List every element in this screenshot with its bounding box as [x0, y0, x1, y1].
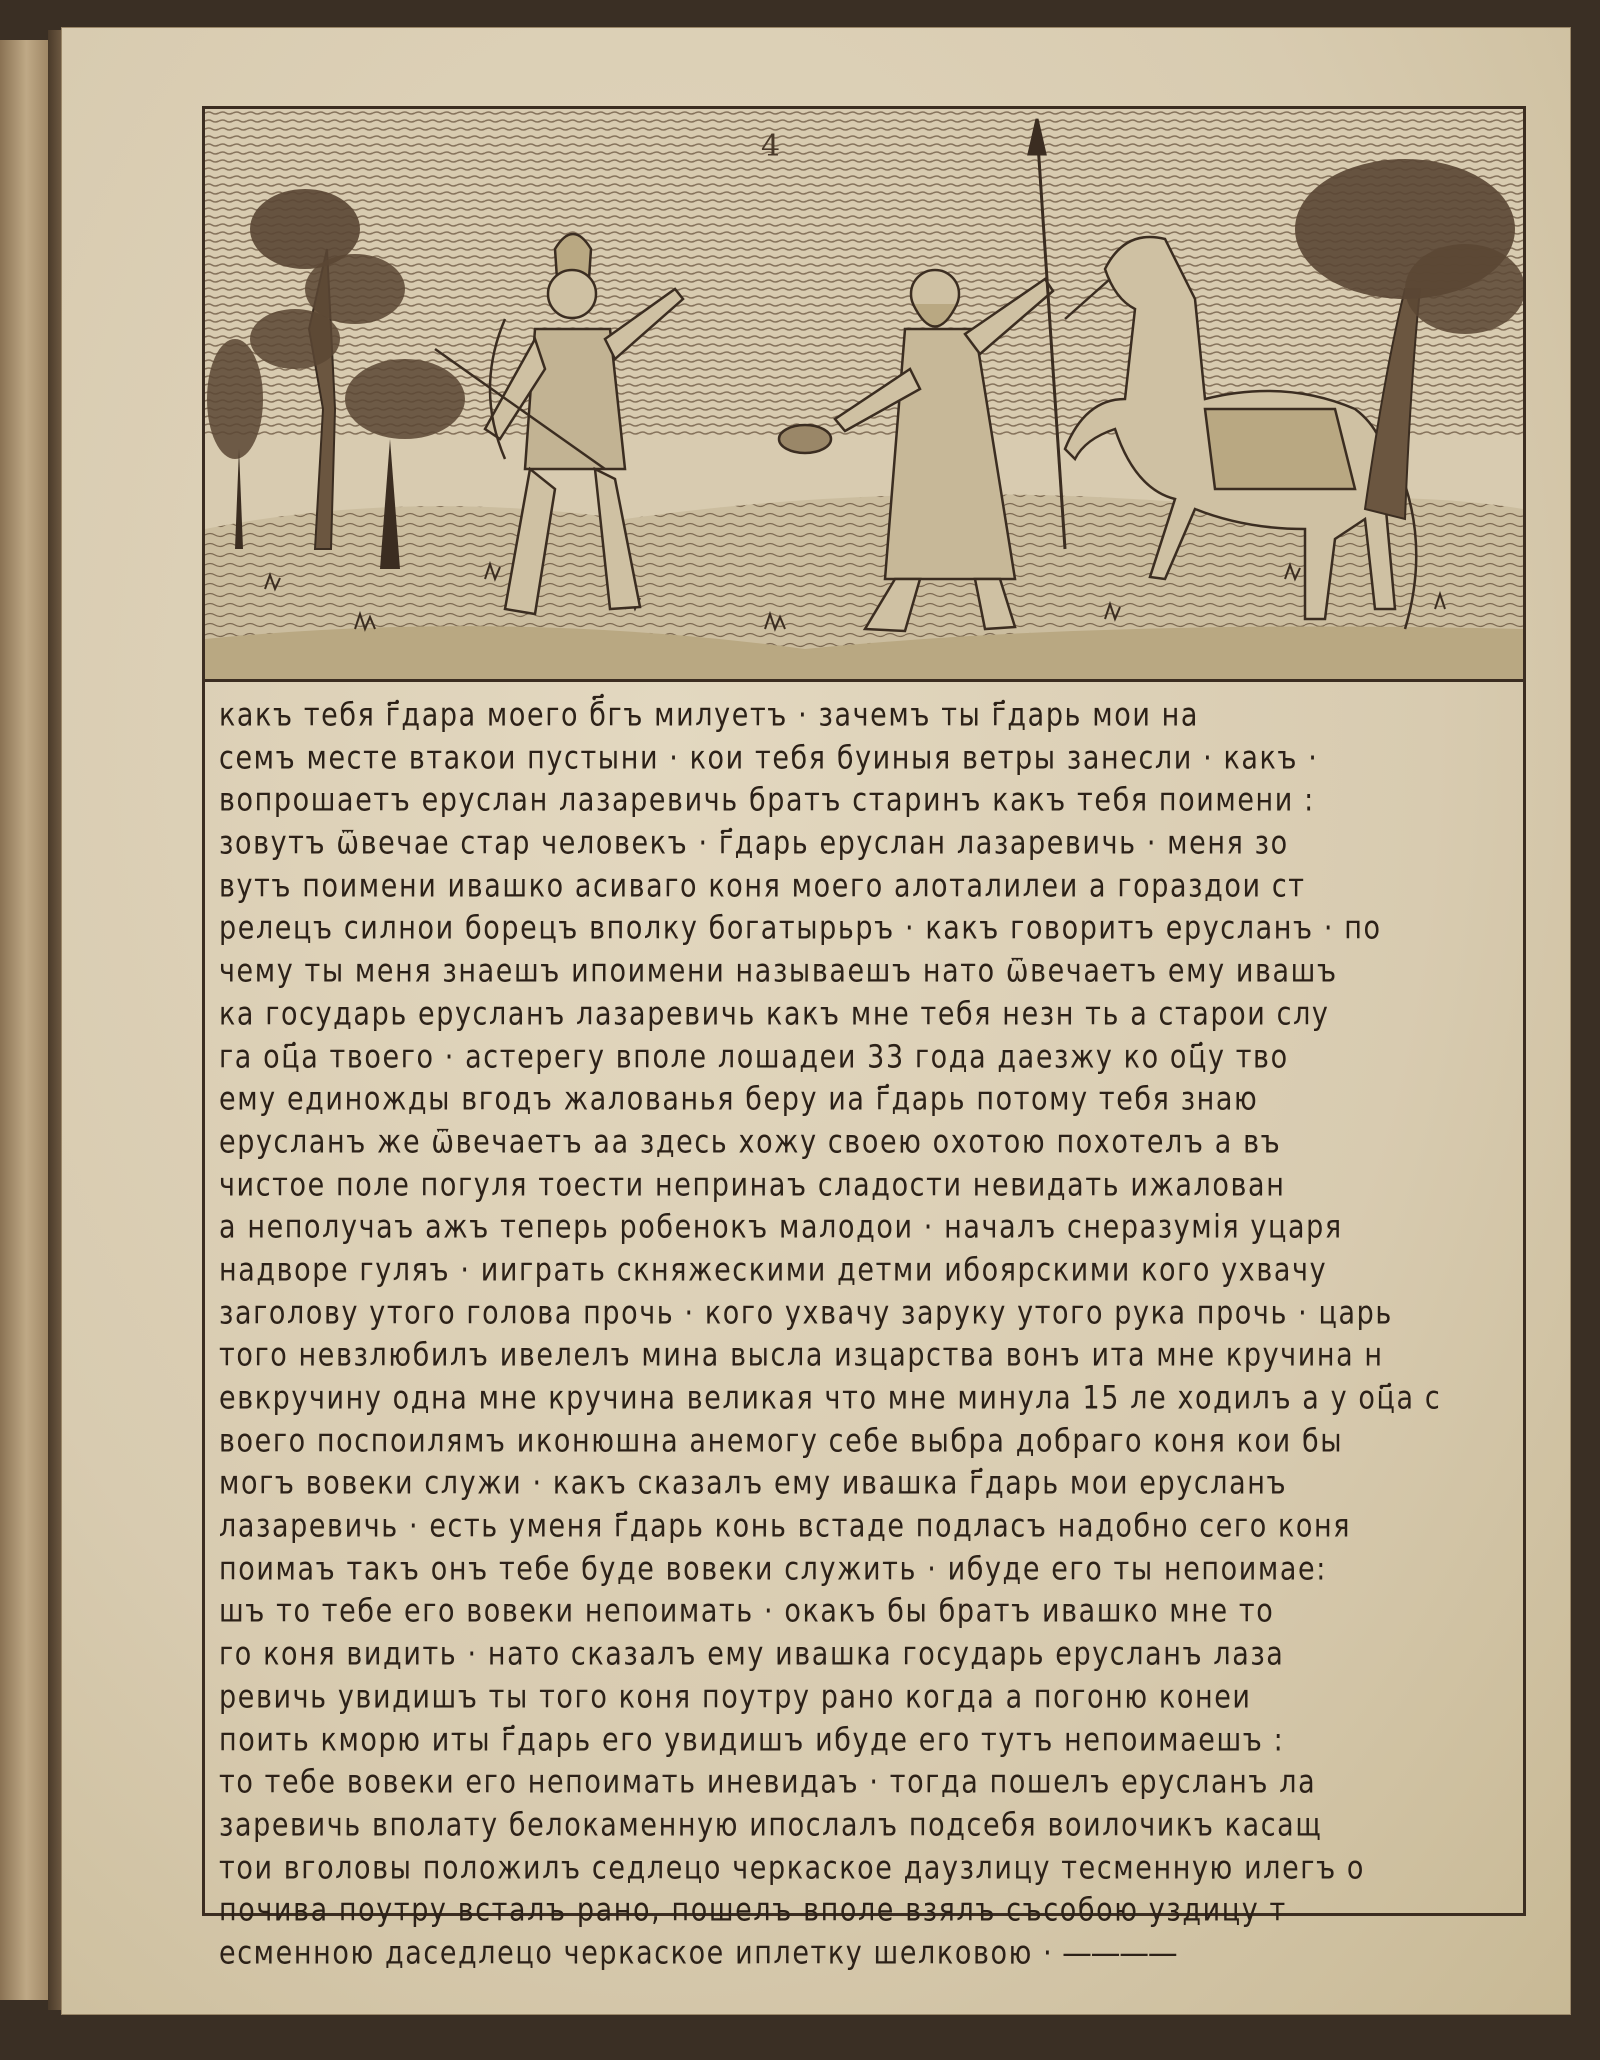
illustration-svg [205, 109, 1523, 679]
text-line: чему ты меня знаешъ ипоимени называешъ нато ѿвечаетъ ему ивашъ [219, 953, 1338, 990]
text-line: чистое поле погуля тоести непринаъ сладости невидать ижалован [219, 1166, 1286, 1204]
text-line: вутъ поимени ивашко асиваго коня моего алоталилеи а гораздои ст [219, 867, 1306, 905]
page-frame [202, 106, 1526, 1972]
text-line: заревичь вполату белокаменную ипослалъ подсебя воилочикъ касащ [219, 1806, 1323, 1844]
text-line: ревичь увидишъ ты того коня поутру рано когда а погоню конеи [219, 1678, 1252, 1716]
text-line: ерусланъ же ѿвечаетъ аа здесь хожу своею охотою похотелъ а въ [219, 1123, 1282, 1161]
text-line: вопрошаетъ еруслан лазаревичь братъ старинъ какъ тебя поимени : [219, 782, 1315, 820]
text-line: поить кморю иты г҃дарь его увидишъ ибуде его тутъ непоимаешъ : [219, 1721, 1285, 1759]
text-line: есменною даседлецо черкаское иплетку шелковою · ―――― [219, 1934, 1178, 1972]
text-line: какъ тебя г҃дара моего б҃гъ милуетъ · зачемъ ты г҃дарь мои на [219, 697, 1200, 734]
book-gutter [48, 30, 62, 2010]
text-line: заголову утого голова прочь · кого ухвачу заруку утого рука прочь · царь [219, 1294, 1393, 1332]
text-line: ка государь ерусланъ лазаревичь какъ мне тебя незн ть а старои слу [219, 995, 1330, 1033]
text-line: ему единожды вгодъ жалованья беру иа г҃дарь потому тебя знаю [219, 1081, 1259, 1118]
text-line: семъ месте втакои пустыни · кои тебя буиныя ветры занесли · какъ · [219, 739, 1319, 777]
page-number: 4 [761, 129, 781, 164]
woodcut-illustration [205, 109, 1523, 682]
text-line: лазаревичь · есть уменя г҃дарь конь встаде подласъ надобно сего коня [219, 1508, 1352, 1545]
text-line: релецъ силнои борецъ вполку богатырьръ · какъ говоритъ ерусланъ · по [219, 910, 1382, 948]
text-block [219, 695, 1509, 1976]
text-line: воего поспоилямъ иконюшна анемогу себе выбра добраго коня кои бы [219, 1422, 1344, 1460]
page-leaf [62, 28, 1570, 2014]
text-line: шъ то тебе его вовеки непоимать · окакъ бы братъ ивашко мне то [219, 1593, 1275, 1631]
text-line: га оц҃а твоего · астерегу вполе лошадеи 33 года даезжу ко оц҃у тво [219, 1038, 1289, 1076]
text-line: того невзлюбилъ ивелелъ мина высла изцарства вонъ ита мне кручина н [219, 1337, 1384, 1374]
text-line: почива поутру всталъ рано, пошелъ вполе взялъ съсобою уздицу т [219, 1892, 1287, 1929]
text-line: могъ вовеки служи · какъ сказалъ ему ивашка г҃дарь мои ерусланъ [219, 1465, 1288, 1503]
text-line: то тебе вовеки его непоимать иневидаъ · тогда пошелъ ерусланъ ла [219, 1764, 1317, 1801]
text-line: поимаъ такъ онъ тебе буде вовеки служить · ибуде его ты непоимае: [219, 1550, 1327, 1588]
text-line: евкручину одна мне кручина великая что мне минула 15 ле ходилъ а у оц҃а с [219, 1380, 1442, 1417]
text-line: надворе гуляъ · иигрaть скняжескими детми ибоярскими кого ухвачу [219, 1251, 1328, 1289]
left-page-edge [0, 40, 50, 2000]
text-line: го коня видить · нато сказалъ ему ивашка государь ерусланъ лаза [219, 1636, 1285, 1673]
text-line: а неполучаъ ажъ теперь робенокъ малодои · началъ снеразумія уцаря [219, 1209, 1343, 1246]
text-line: тои вголовы положилъ седлецо черкаское даузлицу тесменную илегъ о [219, 1849, 1366, 1887]
text-line: зовутъ ѿвечае стар человекъ · г҃дарь еруслан лазаревичь · меня зо [219, 825, 1289, 862]
